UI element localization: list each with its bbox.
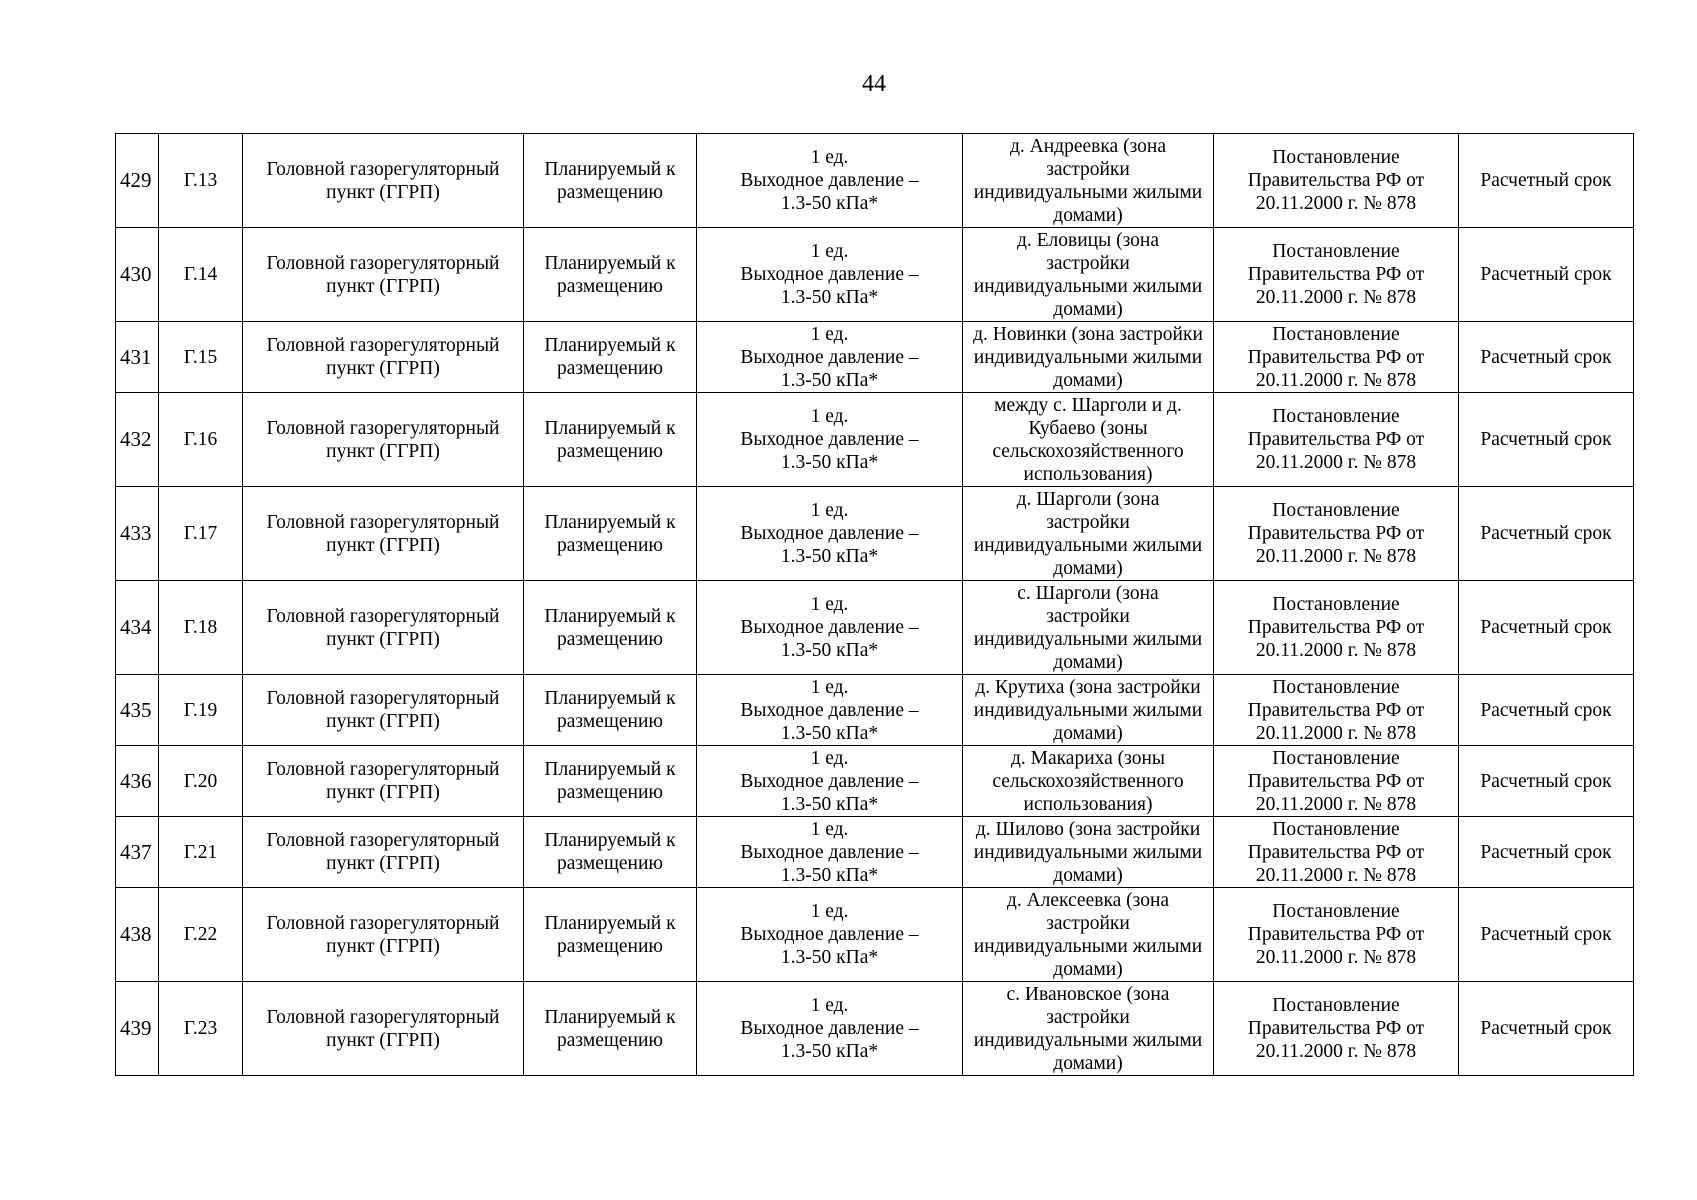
- facility-name-cell: [243, 817, 524, 888]
- table-row: [116, 581, 1634, 675]
- facility-name-cell: [243, 487, 524, 581]
- specs-line: Выходное давление –: [740, 523, 919, 544]
- legal-basis-line: Правительства РФ от: [1247, 699, 1425, 721]
- legal-basis-cell: [1214, 817, 1459, 888]
- location-line: Кубаево (зоны: [1028, 417, 1148, 439]
- location-line: застройки: [1046, 158, 1130, 180]
- legal-basis-cell: [1214, 487, 1459, 581]
- facility-name-line: Головной газорегуляторный: [266, 912, 500, 934]
- term-cell: Расчетный срок: [1459, 888, 1634, 982]
- row-number-cell: 437: [116, 817, 159, 888]
- legal-basis-line: Правительства РФ от: [1247, 924, 1425, 945]
- legal-basis-cell: [1214, 982, 1459, 1076]
- row-number-cell: 436: [116, 746, 159, 817]
- status-cell: [524, 675, 697, 746]
- table-row: [116, 393, 1634, 487]
- status-line: размещению: [557, 181, 663, 203]
- location-line: индивидуальными жилыми: [973, 841, 1203, 863]
- status-line: Планируемый к: [544, 158, 676, 180]
- location-cell: [963, 393, 1214, 487]
- facility-name-cell: [243, 393, 524, 487]
- facility-name-line: Головной газорегуляторный: [266, 335, 500, 356]
- specs-cell: [697, 487, 963, 581]
- legal-basis-cell: [1214, 675, 1459, 746]
- location-cell: [963, 982, 1214, 1076]
- facility-name-line: Головной газорегуляторный: [266, 158, 500, 180]
- legal-basis-line: 20.11.2000 г. № 878: [1255, 640, 1417, 661]
- status-line: размещению: [557, 534, 663, 556]
- location-line: д. Крутиха (зона застройки: [975, 676, 1201, 698]
- table-row: [116, 746, 1634, 817]
- status-cell: [524, 982, 697, 1076]
- specs-line: Выходное давление –: [740, 1018, 919, 1039]
- location-cell: [963, 134, 1214, 228]
- term-cell: Расчетный срок: [1459, 228, 1634, 322]
- specs-line: Выходное давление –: [740, 770, 919, 792]
- object-code-cell: Г.18: [159, 581, 243, 675]
- location-line: домами): [1053, 369, 1123, 391]
- location-line: застройки: [1046, 1006, 1130, 1028]
- legal-basis-cell: [1214, 228, 1459, 322]
- specs-line: Выходное давление –: [740, 170, 919, 191]
- specs-cell: [697, 393, 963, 487]
- row-number-cell: 429: [116, 134, 159, 228]
- legal-basis-line: Правительства РФ от: [1247, 617, 1425, 638]
- location-cell: [963, 322, 1214, 393]
- location-line: между с. Шарголи и д.: [994, 394, 1182, 416]
- specs-cell: [697, 134, 963, 228]
- location-cell: [963, 581, 1214, 675]
- legal-basis-line: Постановление: [1272, 241, 1400, 262]
- facility-name-cell: [243, 888, 524, 982]
- facility-name-line: Головной газорегуляторный: [266, 605, 500, 627]
- table-row: [116, 134, 1634, 228]
- term-cell: Расчетный срок: [1459, 817, 1634, 888]
- location-line: застройки: [1046, 605, 1130, 627]
- facility-name-line: пункт (ГГРП): [326, 181, 440, 203]
- location-line: домами): [1053, 864, 1123, 886]
- location-line: индивидуальными жилыми: [973, 534, 1203, 556]
- specs-line: 1 ед.: [810, 818, 849, 840]
- location-line: домами): [1053, 204, 1123, 226]
- location-line: д. Макариха (зоны: [1010, 747, 1166, 769]
- facility-name-cell: [243, 134, 524, 228]
- specs-line: Выходное давление –: [740, 699, 919, 721]
- status-line: Планируемый к: [544, 830, 676, 851]
- facility-name-line: пункт (ГГРП): [326, 711, 440, 732]
- legal-basis-line: Постановление: [1272, 500, 1400, 521]
- location-line: д. Шилово (зона застройки: [975, 818, 1201, 840]
- specs-cell: [697, 746, 963, 817]
- status-cell: [524, 134, 697, 228]
- term-cell: Расчетный срок: [1459, 487, 1634, 581]
- page-number: 44: [862, 71, 886, 97]
- specs-line: 1.3-50 кПа*: [780, 722, 879, 744]
- legal-basis-line: Постановление: [1272, 594, 1400, 615]
- table-row: [116, 322, 1634, 393]
- facilities-table: [115, 133, 1634, 1076]
- legal-basis-line: 20.11.2000 г. № 878: [1255, 287, 1417, 308]
- location-line: индивидуальными жилыми: [973, 275, 1203, 297]
- term-cell: Расчетный срок: [1459, 982, 1634, 1076]
- location-line: индивидуальными жилыми: [973, 935, 1203, 957]
- facility-name-cell: [243, 228, 524, 322]
- specs-line: 1 ед.: [810, 147, 849, 168]
- specs-line: 1.3-50 кПа*: [780, 452, 879, 473]
- specs-cell: [697, 817, 963, 888]
- facility-name-line: Головной газорегуляторный: [266, 830, 500, 851]
- row-number-cell: 439: [116, 982, 159, 1076]
- specs-line: 1.3-50 кПа*: [780, 1041, 879, 1062]
- specs-line: 1 ед.: [810, 995, 849, 1016]
- legal-basis-line: 20.11.2000 г. № 878: [1255, 947, 1417, 968]
- specs-line: 1.3-50 кПа*: [780, 864, 879, 886]
- legal-basis-line: Правительства РФ от: [1247, 523, 1425, 544]
- object-code-cell: Г.20: [159, 746, 243, 817]
- legal-basis-line: 20.11.2000 г. № 878: [1255, 546, 1417, 567]
- legal-basis-line: Постановление: [1272, 406, 1400, 427]
- status-line: размещению: [557, 440, 663, 462]
- facility-name-line: пункт (ГГРП): [326, 1029, 440, 1051]
- legal-basis-line: Правительства РФ от: [1247, 429, 1425, 450]
- location-line: с. Шарголи (зона: [1017, 582, 1159, 604]
- specs-line: 1.3-50 кПа*: [780, 193, 879, 214]
- specs-line: Выходное давление –: [740, 617, 919, 638]
- table-row: [116, 817, 1634, 888]
- status-line: Планируемый к: [544, 511, 676, 533]
- facility-name-line: Головной газорегуляторный: [266, 759, 500, 780]
- legal-basis-line: Правительства РФ от: [1247, 346, 1425, 368]
- location-line: застройки: [1046, 511, 1130, 533]
- status-line: Планируемый к: [544, 1006, 676, 1028]
- legal-basis-line: Постановление: [1272, 147, 1400, 168]
- specs-line: 1.3-50 кПа*: [780, 793, 879, 815]
- specs-cell: [697, 675, 963, 746]
- facility-name-line: Головной газорегуляторный: [266, 688, 500, 709]
- status-line: Планируемый к: [544, 759, 676, 780]
- row-number-cell: 438: [116, 888, 159, 982]
- object-code-cell: Г.17: [159, 487, 243, 581]
- specs-cell: [697, 982, 963, 1076]
- location-line: д. Шарголи (зона: [1016, 488, 1160, 510]
- term-cell: Расчетный срок: [1459, 393, 1634, 487]
- status-line: размещению: [557, 275, 663, 297]
- location-line: индивидуальными жилыми: [973, 1029, 1203, 1051]
- legal-basis-line: Постановление: [1272, 995, 1400, 1016]
- specs-line: 1 ед.: [810, 241, 849, 262]
- status-cell: [524, 581, 697, 675]
- specs-line: Выходное давление –: [740, 264, 919, 285]
- location-cell: [963, 817, 1214, 888]
- status-line: размещению: [557, 628, 663, 650]
- location-line: д. Еловицы (зона: [1016, 229, 1160, 251]
- location-line: использования): [1023, 463, 1153, 485]
- status-line: Планируемый к: [544, 252, 676, 274]
- specs-cell: [697, 228, 963, 322]
- object-code-cell: Г.13: [159, 134, 243, 228]
- status-line: размещению: [557, 782, 663, 803]
- specs-line: 1 ед.: [810, 676, 849, 698]
- location-line: д. Новинки (зона застройки: [973, 323, 1203, 345]
- specs-line: Выходное давление –: [740, 429, 919, 450]
- object-code-cell: Г.23: [159, 982, 243, 1076]
- specs-cell: [697, 322, 963, 393]
- location-line: домами): [1053, 651, 1123, 673]
- facility-name-line: Головной газорегуляторный: [266, 252, 500, 274]
- status-cell: [524, 322, 697, 393]
- table-body: [116, 134, 1634, 1076]
- status-line: Планируемый к: [544, 417, 676, 439]
- status-cell: [524, 817, 697, 888]
- facility-name-line: пункт (ГГРП): [326, 853, 440, 874]
- row-number-cell: 435: [116, 675, 159, 746]
- legal-basis-cell: [1214, 134, 1459, 228]
- location-line: с. Ивановское (зона: [1006, 983, 1170, 1005]
- specs-line: 1.3-50 кПа*: [780, 369, 879, 391]
- status-line: Планируемый к: [544, 688, 676, 709]
- location-line: домами): [1053, 958, 1123, 980]
- status-line: размещению: [557, 358, 663, 379]
- legal-basis-line: 20.11.2000 г. № 878: [1255, 864, 1417, 886]
- location-line: индивидуальными жилыми: [973, 346, 1203, 368]
- table-row: [116, 888, 1634, 982]
- location-cell: [963, 487, 1214, 581]
- legal-basis-cell: [1214, 322, 1459, 393]
- object-code-cell: Г.21: [159, 817, 243, 888]
- specs-line: 1 ед.: [810, 901, 849, 922]
- term-cell: Расчетный срок: [1459, 675, 1634, 746]
- facility-name-cell: [243, 982, 524, 1076]
- facility-name-line: пункт (ГГРП): [326, 440, 440, 462]
- facility-name-line: пункт (ГГРП): [326, 275, 440, 297]
- location-line: д. Алексеевка (зона: [1006, 889, 1170, 911]
- row-number-cell: 431: [116, 322, 159, 393]
- specs-line: 1 ед.: [810, 323, 849, 345]
- row-number-cell: 434: [116, 581, 159, 675]
- legal-basis-line: 20.11.2000 г. № 878: [1255, 452, 1417, 473]
- legal-basis-line: Постановление: [1272, 747, 1400, 769]
- legal-basis-cell: [1214, 746, 1459, 817]
- status-line: размещению: [557, 1029, 663, 1051]
- specs-line: Выходное давление –: [740, 924, 919, 945]
- legal-basis-line: Правительства РФ от: [1247, 264, 1425, 285]
- facility-name-line: пункт (ГГРП): [326, 628, 440, 650]
- table-row: [116, 982, 1634, 1076]
- specs-line: 1.3-50 кПа*: [780, 546, 879, 567]
- location-line: домами): [1053, 298, 1123, 320]
- location-line: индивидуальными жилыми: [973, 181, 1203, 203]
- facility-name-cell: [243, 746, 524, 817]
- legal-basis-line: Постановление: [1272, 901, 1400, 922]
- facility-name-line: пункт (ГГРП): [326, 935, 440, 957]
- row-number-cell: 433: [116, 487, 159, 581]
- specs-cell: [697, 581, 963, 675]
- specs-line: Выходное давление –: [740, 346, 919, 368]
- specs-line: 1 ед.: [810, 594, 849, 615]
- row-number-cell: 430: [116, 228, 159, 322]
- term-cell: Расчетный срок: [1459, 322, 1634, 393]
- facility-name-cell: [243, 581, 524, 675]
- location-line: использования): [1023, 793, 1153, 815]
- location-cell: [963, 675, 1214, 746]
- term-cell: Расчетный срок: [1459, 746, 1634, 817]
- legal-basis-line: 20.11.2000 г. № 878: [1255, 722, 1417, 744]
- object-code-cell: Г.14: [159, 228, 243, 322]
- location-line: застройки: [1046, 252, 1130, 274]
- legal-basis-line: 20.11.2000 г. № 878: [1255, 369, 1417, 391]
- facility-name-line: пункт (ГГРП): [326, 534, 440, 556]
- legal-basis-cell: [1214, 581, 1459, 675]
- term-cell: Расчетный срок: [1459, 581, 1634, 675]
- facility-name-line: пункт (ГГРП): [326, 782, 440, 803]
- facility-name-line: Головной газорегуляторный: [266, 511, 500, 533]
- legal-basis-line: 20.11.2000 г. № 878: [1255, 1041, 1417, 1062]
- location-cell: [963, 888, 1214, 982]
- status-line: Планируемый к: [544, 605, 676, 627]
- specs-line: 1.3-50 кПа*: [780, 947, 879, 968]
- specs-line: 1.3-50 кПа*: [780, 640, 879, 661]
- object-code-cell: Г.15: [159, 322, 243, 393]
- legal-basis-line: Правительства РФ от: [1247, 170, 1425, 191]
- status-cell: [524, 888, 697, 982]
- status-line: размещению: [557, 935, 663, 957]
- status-line: размещению: [557, 711, 663, 732]
- facility-name-line: пункт (ГГРП): [326, 358, 440, 379]
- status-cell: [524, 746, 697, 817]
- location-line: сельскохозяйственного: [992, 440, 1184, 462]
- legal-basis-line: 20.11.2000 г. № 878: [1255, 193, 1417, 214]
- specs-cell: [697, 888, 963, 982]
- location-line: сельскохозяйственного: [992, 770, 1184, 792]
- specs-line: 1 ед.: [810, 747, 849, 769]
- legal-basis-line: Правительства РФ от: [1247, 770, 1425, 792]
- legal-basis-line: Правительства РФ от: [1247, 841, 1425, 863]
- legal-basis-line: Постановление: [1272, 818, 1400, 840]
- object-code-cell: Г.19: [159, 675, 243, 746]
- specs-line: Выходное давление –: [740, 841, 919, 863]
- specs-line: 1 ед.: [810, 406, 849, 427]
- specs-line: 1 ед.: [810, 500, 849, 521]
- location-line: индивидуальными жилыми: [973, 699, 1203, 721]
- facility-name-cell: [243, 322, 524, 393]
- status-line: Планируемый к: [544, 335, 676, 356]
- location-line: д. Андреевка (зона: [1009, 135, 1166, 157]
- table-row: [116, 487, 1634, 581]
- facility-name-cell: [243, 675, 524, 746]
- specs-line: 1.3-50 кПа*: [780, 287, 879, 308]
- object-code-cell: Г.22: [159, 888, 243, 982]
- status-cell: [524, 487, 697, 581]
- table-row: [116, 228, 1634, 322]
- object-code-cell: Г.16: [159, 393, 243, 487]
- legal-basis-line: 20.11.2000 г. № 878: [1255, 793, 1417, 815]
- facility-name-line: Головной газорегуляторный: [266, 417, 500, 439]
- location-line: застройки: [1046, 912, 1130, 934]
- legal-basis-cell: [1214, 393, 1459, 487]
- location-line: домами): [1053, 722, 1123, 744]
- location-cell: [963, 746, 1214, 817]
- legal-basis-cell: [1214, 888, 1459, 982]
- location-line: домами): [1053, 1052, 1123, 1074]
- location-cell: [963, 228, 1214, 322]
- term-cell: Расчетный срок: [1459, 134, 1634, 228]
- table-row: [116, 675, 1634, 746]
- status-cell: [524, 393, 697, 487]
- status-cell: [524, 228, 697, 322]
- legal-basis-line: Постановление: [1272, 323, 1400, 345]
- status-line: размещению: [557, 853, 663, 874]
- legal-basis-line: Правительства РФ от: [1247, 1018, 1425, 1039]
- location-line: индивидуальными жилыми: [973, 628, 1203, 650]
- legal-basis-line: Постановление: [1272, 676, 1400, 698]
- status-line: Планируемый к: [544, 912, 676, 934]
- location-line: домами): [1053, 557, 1123, 579]
- row-number-cell: 432: [116, 393, 159, 487]
- facility-name-line: Головной газорегуляторный: [266, 1006, 500, 1028]
